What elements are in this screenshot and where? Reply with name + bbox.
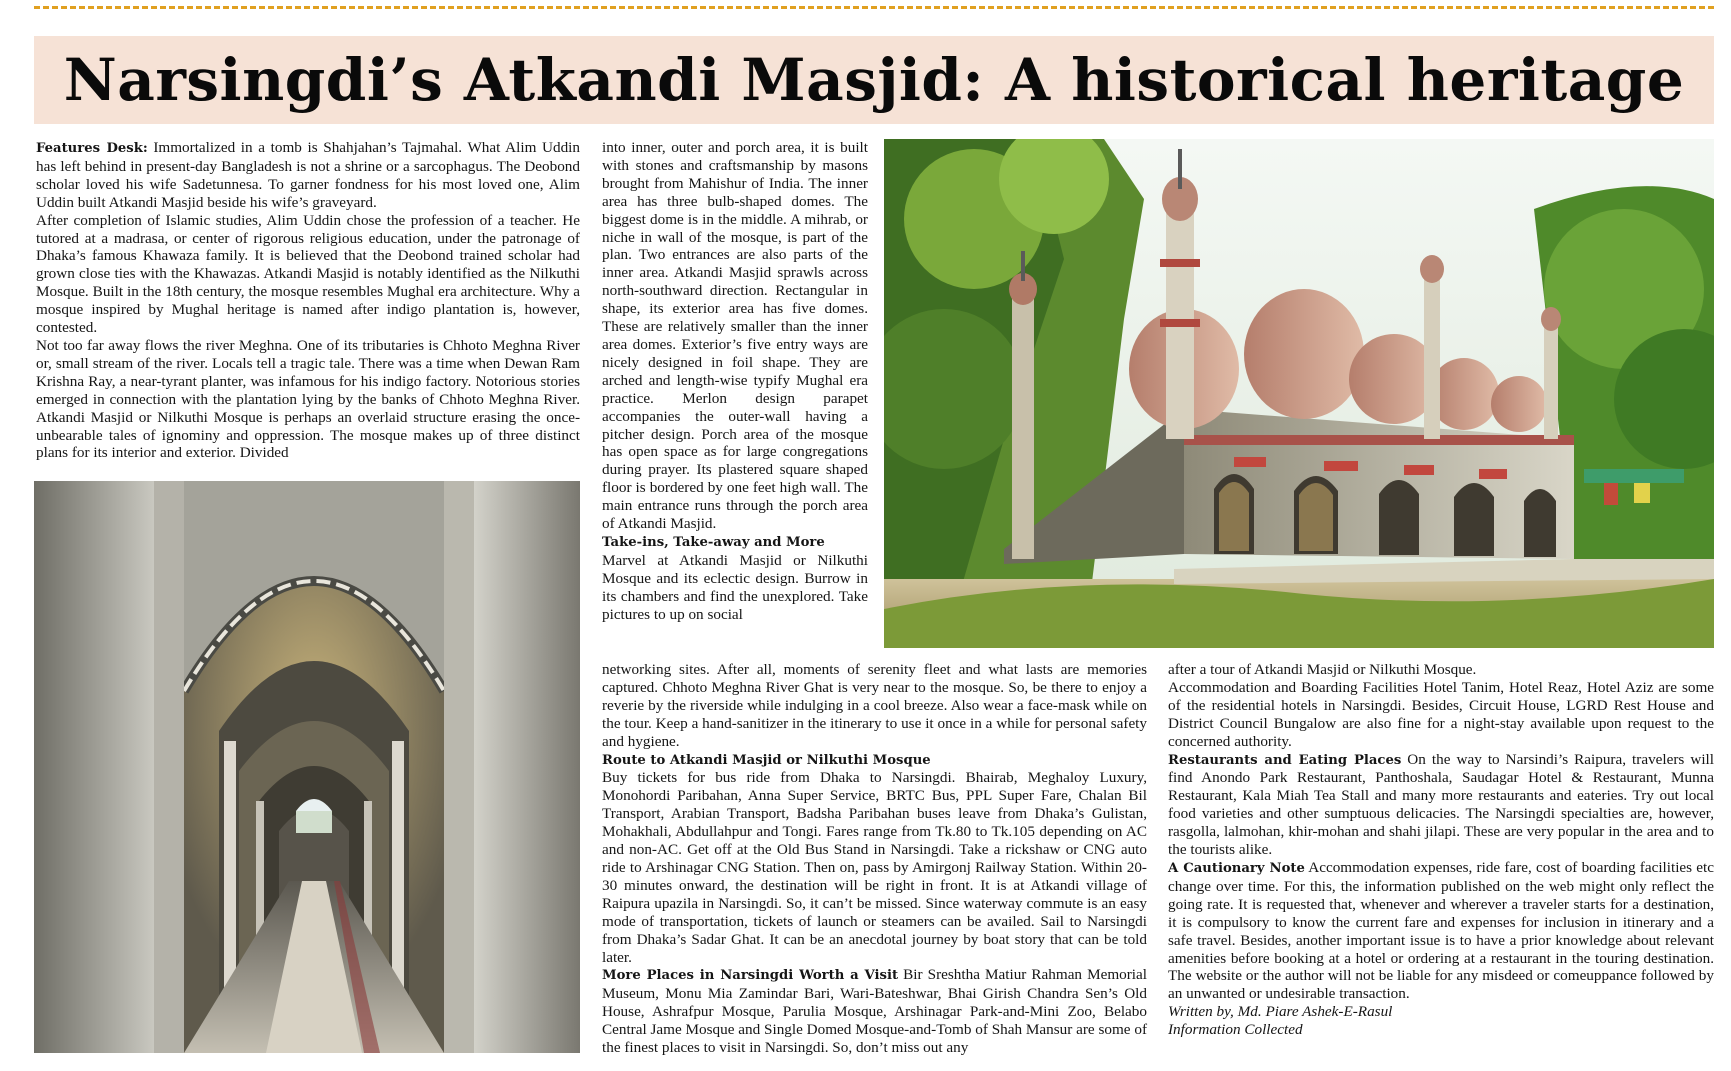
places-paragraph [602,966,1147,1057]
restaurants-paragraph [1168,751,1714,859]
intro-paragraph-2: After completion of Islamic studies, Alim Uddin chose the profession of a teacher. He tutored at a madrasa, or center of rigorous religious education, under the patronage of Dhaka’s famous Khawaza family. It is believed that the Deobond trained scholar had grown close ties with the Khawazas. Atkandi Masjid is notably identified as the Nilkuthi Mosque. Built in the 18th century, the mosque resembles Mughal era architecture. Why a mosque inspired by Mughal heritage is named after indigo plantation is, however, contested. [36,211,580,337]
places-continued: after a tour of Atkandi Masjid or Nilkuthi Mosque. [1168,661,1477,678]
takeins-continued: networking sites. After all, moments of serenity fleet and what lasts are memories captured. Chhoto Meghna River Ghat is very near to the mosque. So, be there to enjoy a reverie by the riverside while indulging in a cool breeze. Also wear a face-mask while on the tour. Keep a hand-sanitizer in the itinerary to use it once in a while for personal safety and hygiene. [602,661,1147,750]
headline-band [34,36,1714,124]
credit-line: Information Collected [1168,1021,1303,1039]
caution-text: Accommodation expenses, ride fare, cost of boarding facilities etc change over time. For this, the information published on the web might only reflect the going rate. It is requested that, whenever and wherever a traveler starts for a destination, it is compulsory to know the current fare and expenses for inclusion in itinerary and a safe travel. Besides, another important issue is to have a prior knowledge about relevant amenities before booking at a hotel or ordering at a restaurant in the touring destination. The website or the author will not be liable for any misdeed or comeuppance followed by an unwanted or undesirable transaction. [1168,858,1715,1003]
takeins-label: Take-ins, Take-away and More [602,534,825,550]
takeins-heading-para [602,533,868,552]
takeins-text: Marvel at Atkandi Masjid or Nilkuthi Mosque and its eclectic design. Burrow in its chambers and find the unexplored. Take pictures to up on social [602,551,868,623]
travel-info-column [1168,661,1714,1039]
restaurants-label: Restaurants and Eating Places [1168,752,1402,768]
intro-paragraph-3: Not too far away flows the river Meghna. One of its tributaries is Chhoto Meghna River or, small stream of the river. Locals tell a tragic tale. There was a time when Dewan Ram Krishna Ray, a near-tyrant planter, was infamous for his indigo factory. Notorious stories emerged in connection with the plantation lying by the banks of Chhoto Meghna River. Atkandi Masjid or Nilkuthi Mosque is perhaps an overlaid structure erasing the once-unbearable tales of ignominy and oppression. The mosque makes up of three distinct plans for its interior and exterior. Divided [36,336,580,462]
credit-para [1168,1021,1714,1039]
intro-paragraph-1 [36,139,580,212]
design-column [602,139,868,623]
intro-text-1: Immortalized in a tomb is Shahjahan’s Tajmahal. What Alim Uddin has left behind in present-day Bangladesh is not a shrine or a sarcophagus. The Deobond scholar loved his wife Sadetunnesa. To garner fondness for his most loved one, Alim Uddin built Atkandi Masjid beside his wife’s graveyard. [36,139,580,211]
caution-label: A Cautionary Note [1168,860,1305,876]
route-label: Route to Atkandi Masjid or Nilkuthi Mosque [602,752,931,768]
author-line: Written by, Md. Piare Ashek-E-Rasul [1168,1003,1393,1021]
accommodation-text: Accommodation and Boarding Facilities Hotel Tanim, Hotel Reaz, Hotel Aziz are some of the residential hotels in Narsingdi. Besides, Circuit House, LGRD Rest House and District Council Bungalow are also fine for a night-stay available upon request to the concerned authority. [1168,678,1714,750]
intro-column [36,139,580,462]
byline [1168,1003,1714,1021]
headline: Narsingdi’s Atkandi Masjid: A historical heritage [63,46,1685,114]
restaurants-text: On the way to Narsindi’s Raipura, travelers will find Anondo Park Restaurant, Panthoshala, Saudagar Hotel & Restaurant, Munna Restaurant, Kala Miah Tea Stall and many more restaurants and eateries. Try out local food varieties and other sumptuous delicacies. The Narsingdi specialties are, however, rasgolla, lalmohan, khir-mohan and shahi jilapi. These are very popular in the area and to the tourists alike. [1168,750,1714,859]
design-text: into inner, outer and porch area, it is built with stones and craftsmanship by masons brought from Mahishur of India. The inner area has three bulb-shaped domes. The biggest dome is in the middle. A mihrab, or niche in wall of the mosque, is part of the plan. Two entrances are also parts of the inner area. Atkandi Masjid sprawls across north-southward direction. Rectangular in shape, its exterior area has five domes. These are relatively smaller than the inner area domes. Exterior’s five entry ways are nicely designed in foil shape. They are arched and length-wise typify Mughal era practice. Merlon design parapet accompanies the outer-wall having a pitcher design. Porch area of the mosque has open space as for large congregations during prayer. Its plastered square shaped floor is bordered by one feet high wall. The main entrance runs through the porch area of Atkandi Masjid. [602,139,868,533]
caution-paragraph [1168,859,1714,1003]
corridor-photo [34,481,580,1053]
route-text: Buy tickets for bus ride from Dhaka to Narsingdi. Bhairab, Meghaloy Luxury, Monohordi Paribahan, Anna Super Service, BRTC Bus, PPL Super Fare, Chalan Bil Transport, Arabian Transport, Badsha Paribahan buses leave from Dhaka’s Gulistan, Mohakhali, Abdullahpur and Tongi. Fares range from Tk.80 to Tk.105 depending on AC and non-AC. Get off at the Old Bus Stand in Narsingdi. Take a rickshaw or CNG auto ride to Arshinagar CNG Station. Then on, pass by Amirgonj Railway Station. Within 20-30 minutes onward, the destination will be right in front. It is at Atkandi village of Raipura upazila in Narsingdi. So, it can’t be missed. Since waterway commute is an easy mode of transportation, tickets of launch or steamers can be availed. Sail to Narsingdi from Dhaka’s Sadar Ghat. It can be an anecdotal journey by boat story that can be told later. [602,769,1147,966]
places-label: More Places in Narsingdi Worth a Visit [602,968,899,984]
places-text: Bir Sreshtha Matiur Rahman Memorial Museum, Monu Mia Zamindar Bari, Wari-Bateshwar, Bhai Girish Chandra Sen’s Old House, Ashrafpur Mosque, Parulia Mosque, Arshinagar Park-and-Mini Zoo, Belabo Central Jame Mosque and Single Domed Mosque-and-Tomb of Shah Mansur are some of the finest places to visit in Narsingdi. So, don’t miss out any [602,966,1147,1057]
features-desk-label: Features Desk: [36,141,148,156]
route-column [602,661,1147,1057]
route-heading-para [602,751,1147,770]
top-dashed-rule [34,6,1714,9]
mosque-photo [884,139,1714,648]
